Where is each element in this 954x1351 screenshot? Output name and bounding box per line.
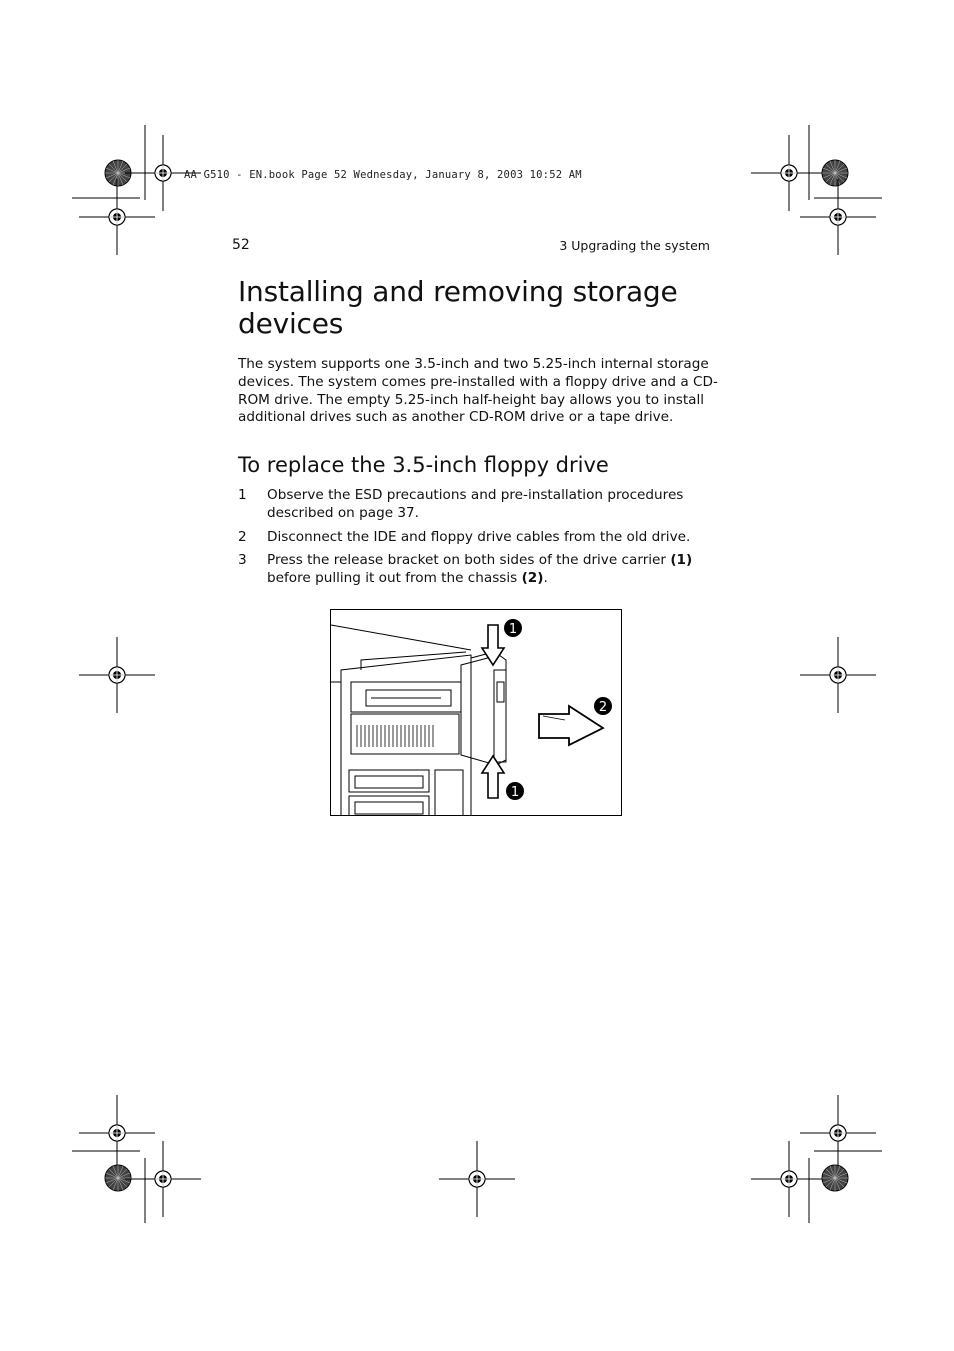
intro-paragraph: The system supports one 3.5-inch and two 5.25-inch internal storage devices. The system comes pre-installed with a floppy drive and a CD-ROM drive. The empty 5.25-inch half-height bay allows you to install additional drives such as another CD-ROM drive or a tape drive. xyxy=(238,356,718,426)
step-text: Disconnect the IDE and floppy drive cables from the old drive. xyxy=(267,528,691,545)
step-text: Press the release bracket on both sides of the drive carrier (1) before pulling it out from the chassis (2). xyxy=(267,552,693,587)
svg-text:1: 1 xyxy=(510,785,520,800)
step-number: 3 xyxy=(238,552,247,569)
page-title: Installing and removing storage devices xyxy=(238,275,678,340)
step-item xyxy=(238,529,718,547)
running-header: 3 Upgrading the system xyxy=(559,238,710,253)
step-item xyxy=(238,487,718,523)
svg-text:1: 1 xyxy=(508,622,518,637)
step-number: 1 xyxy=(238,487,247,503)
step-item xyxy=(238,552,718,588)
svg-text:2: 2 xyxy=(598,700,608,715)
print-info-line: AA G510 - EN.book Page 52 Wednesday, January 8, 2003 10:52 AM xyxy=(184,169,582,181)
steps-list xyxy=(238,487,718,594)
step-text: Observe the ESD precautions and pre-installation procedures described on page 37. xyxy=(267,487,684,521)
chassis-drawing xyxy=(331,610,622,816)
callout-1-bottom xyxy=(506,782,524,800)
step-number: 2 xyxy=(238,528,247,545)
section-subtitle: To replace the 3.5-inch floppy drive xyxy=(238,453,609,477)
floppy-drive-removal-illustration xyxy=(330,609,622,816)
callout-2 xyxy=(594,697,612,715)
page-number: 52 xyxy=(232,237,250,253)
callout-1-top xyxy=(504,619,522,637)
